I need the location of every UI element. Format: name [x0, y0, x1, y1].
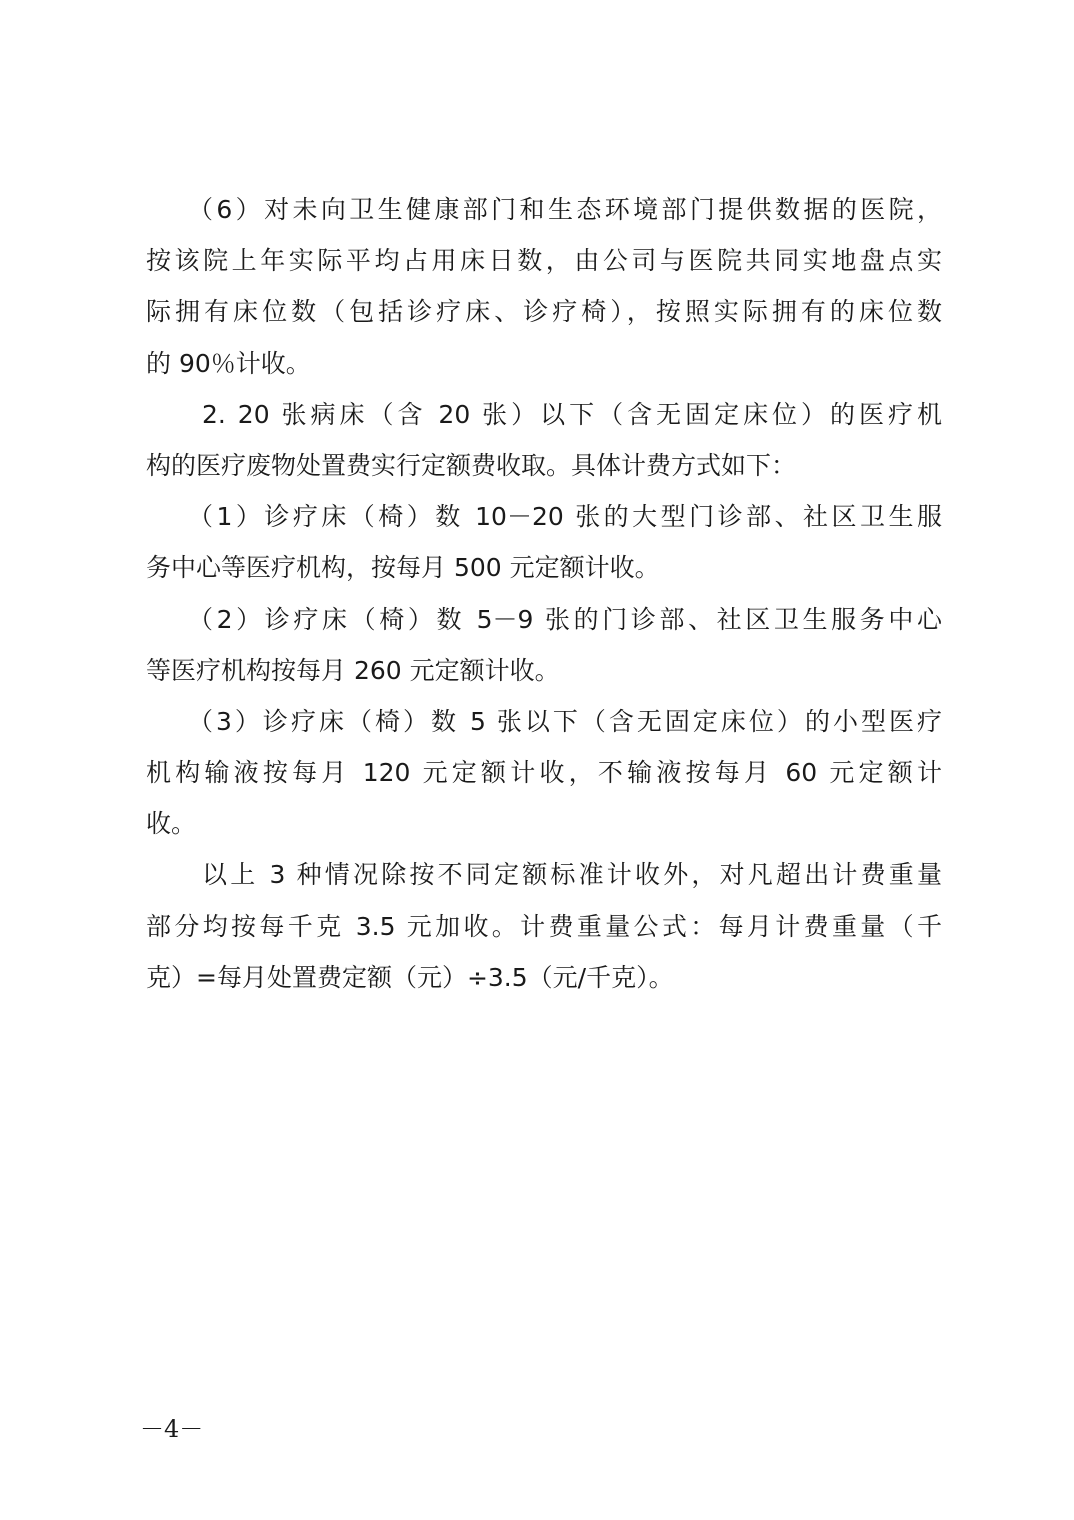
item-1-line-1: （1）诊疗床（椅）数 10－20 张的大型门诊部、社区卫生服: [188, 502, 942, 532]
item-2-line-2: 等医疗机构按每月 260 元定额计收。: [146, 655, 560, 685]
paragraph-6-line-4: 的 90％计收。: [146, 348, 311, 378]
paragraph-6-line-2: 按该院上年实际平均占用床日数，由公司与医院共同实地盘点实: [146, 246, 942, 276]
summary-line-3: 克）=每月处置费定额（元）÷3.5（元/千克）。: [146, 962, 674, 992]
section-2-line-1: 2. 20 张病床（含 20 张）以下（含无固定床位）的医疗机: [202, 399, 942, 429]
paragraph-6-line-1: （6）对未向卫生健康部门和生态环境部门提供数据的医院，: [188, 195, 942, 224]
summary-line-2: 部分均按每千克 3.5 元加收。计费重量公式：每月计费重量（千: [146, 911, 942, 941]
item-3-line-3: 收。: [146, 809, 197, 839]
item-3-line-2: 机构输液按每月 120 元定额计收，不输液按每月 60 元定额计: [146, 758, 942, 788]
document-body: [146, 184, 942, 1003]
item-2-line-1: （2）诊疗床（椅）数 5－9 张的门诊部、社区卫生服务中心: [188, 604, 942, 634]
page-number: －4－: [140, 1415, 204, 1443]
paragraph-6-line-3: 际拥有床位数（包括诊疗床、诊疗椅），按照实际拥有的床位数: [146, 297, 942, 327]
summary-line-1: 以上 3 种情况除按不同定额标准计收外，对凡超出计费重量: [202, 860, 942, 890]
item-3-line-1: （3）诊疗床（椅）数 5 张以下（含无固定床位）的小型医疗: [188, 706, 942, 736]
section-2-line-2: 构的医疗废物处置费实行定额费收取。具体计费方式如下：: [146, 450, 797, 480]
item-1-line-2: 务中心等医疗机构，按每月 500 元定额计收。: [146, 553, 660, 583]
